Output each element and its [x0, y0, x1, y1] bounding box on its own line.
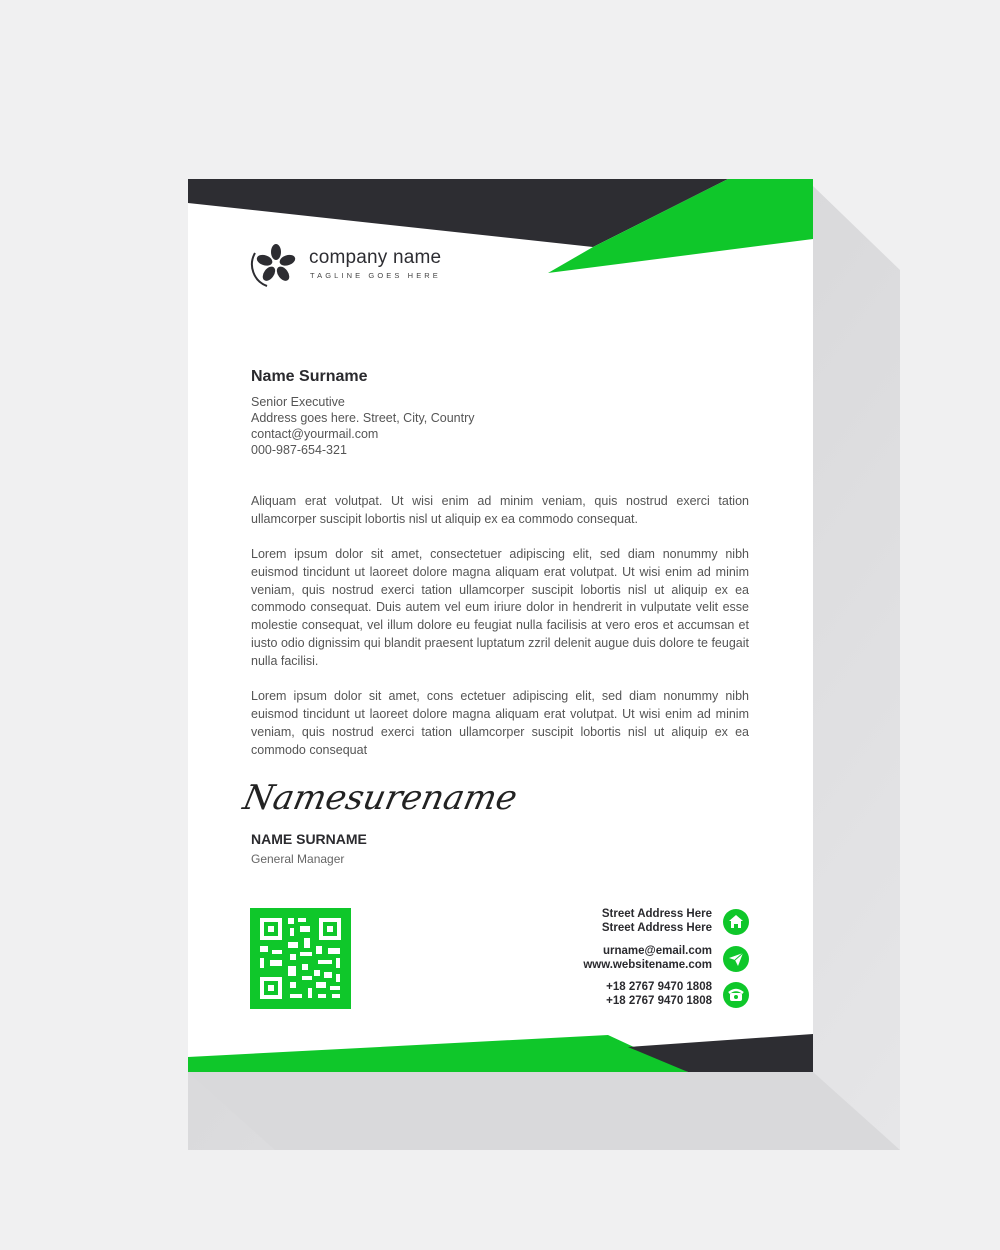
phone-line: +18 2767 9470 1808 — [606, 981, 712, 993]
contact-phone — [606, 980, 712, 1008]
contact-website: www.websitename.com — [583, 959, 712, 971]
signature-script: Namesurename — [239, 778, 521, 818]
signatory-name: NAME SURNAME — [251, 831, 367, 847]
paper-plane-icon — [723, 946, 749, 972]
qr-code-icon — [250, 908, 351, 1009]
address-line: Street Address Here — [601, 922, 712, 934]
sender-email: contact@yourmail.com — [251, 427, 379, 441]
body-paragraph: Lorem ipsum dolor sit amet, cons ectetuer adipiscing elit, sed diam nonummy nibh euismod tincidunt ut laoreet dolore magna aliquam erat volutpat. Ut wisi enim ad minim veniam, quis nostrud exerci tation ullamcorper suscipit lobortis nisl ut aliquip ex ea commodo consequat — [251, 689, 749, 757]
sender-phone: 000-987-654-321 — [251, 443, 347, 457]
company-logo — [249, 239, 469, 294]
phone-icon — [723, 982, 749, 1008]
contact-web — [583, 944, 712, 972]
handwritten-signature — [239, 769, 521, 829]
body-paragraph: Lorem ipsum dolor sit amet, consectetuer adipiscing elit, sed diam nonummy nibh euismod tincidunt ut laoreet dolore magna aliquam erat volutpat. Ut wisi enim ad minim veniam, quis nostrud exerci tation ullamcorper suscipit lobortis nisl ut aliquip ex ea commodo consequat. Duis autem vel eum iriure dolor in hendrerit in vulputate velit esse molestie consequat, vel illum dolore eu feugiat nulla facilisis at vero eros et accumsan et iusto odio dignissim qui blandit praesent luptatum zzril delenit augue duis dolore te feugait nulla facilisi. — [251, 547, 749, 668]
contact-email: urname@email.com — [602, 945, 712, 957]
sender-title: Senior Executive — [251, 395, 345, 409]
sender-address: Address goes here. Street, City, Country — [251, 411, 475, 425]
company-name: company name — [309, 247, 442, 268]
address-line: Street Address Here — [601, 908, 712, 920]
sender-name: Name Surname — [251, 368, 368, 385]
home-icon — [723, 909, 749, 935]
contact-address — [602, 907, 712, 935]
phone-line: +18 2767 9470 1808 — [606, 995, 712, 1007]
flower-logo-icon — [249, 239, 301, 291]
company-tagline: TAGLINE GOES HERE — [310, 271, 441, 280]
signatory-role: General Manager — [251, 852, 345, 866]
body-paragraph: Aliquam erat volutpat. Ut wisi enim ad minim veniam, quis nostrud exerci tation ullamcorper suscipit lobortis nisl ut aliquip ex ea commodo consequat. — [251, 494, 749, 526]
sender-details — [251, 394, 474, 458]
letter-body — [251, 493, 749, 777]
letterhead-page — [188, 179, 813, 1072]
